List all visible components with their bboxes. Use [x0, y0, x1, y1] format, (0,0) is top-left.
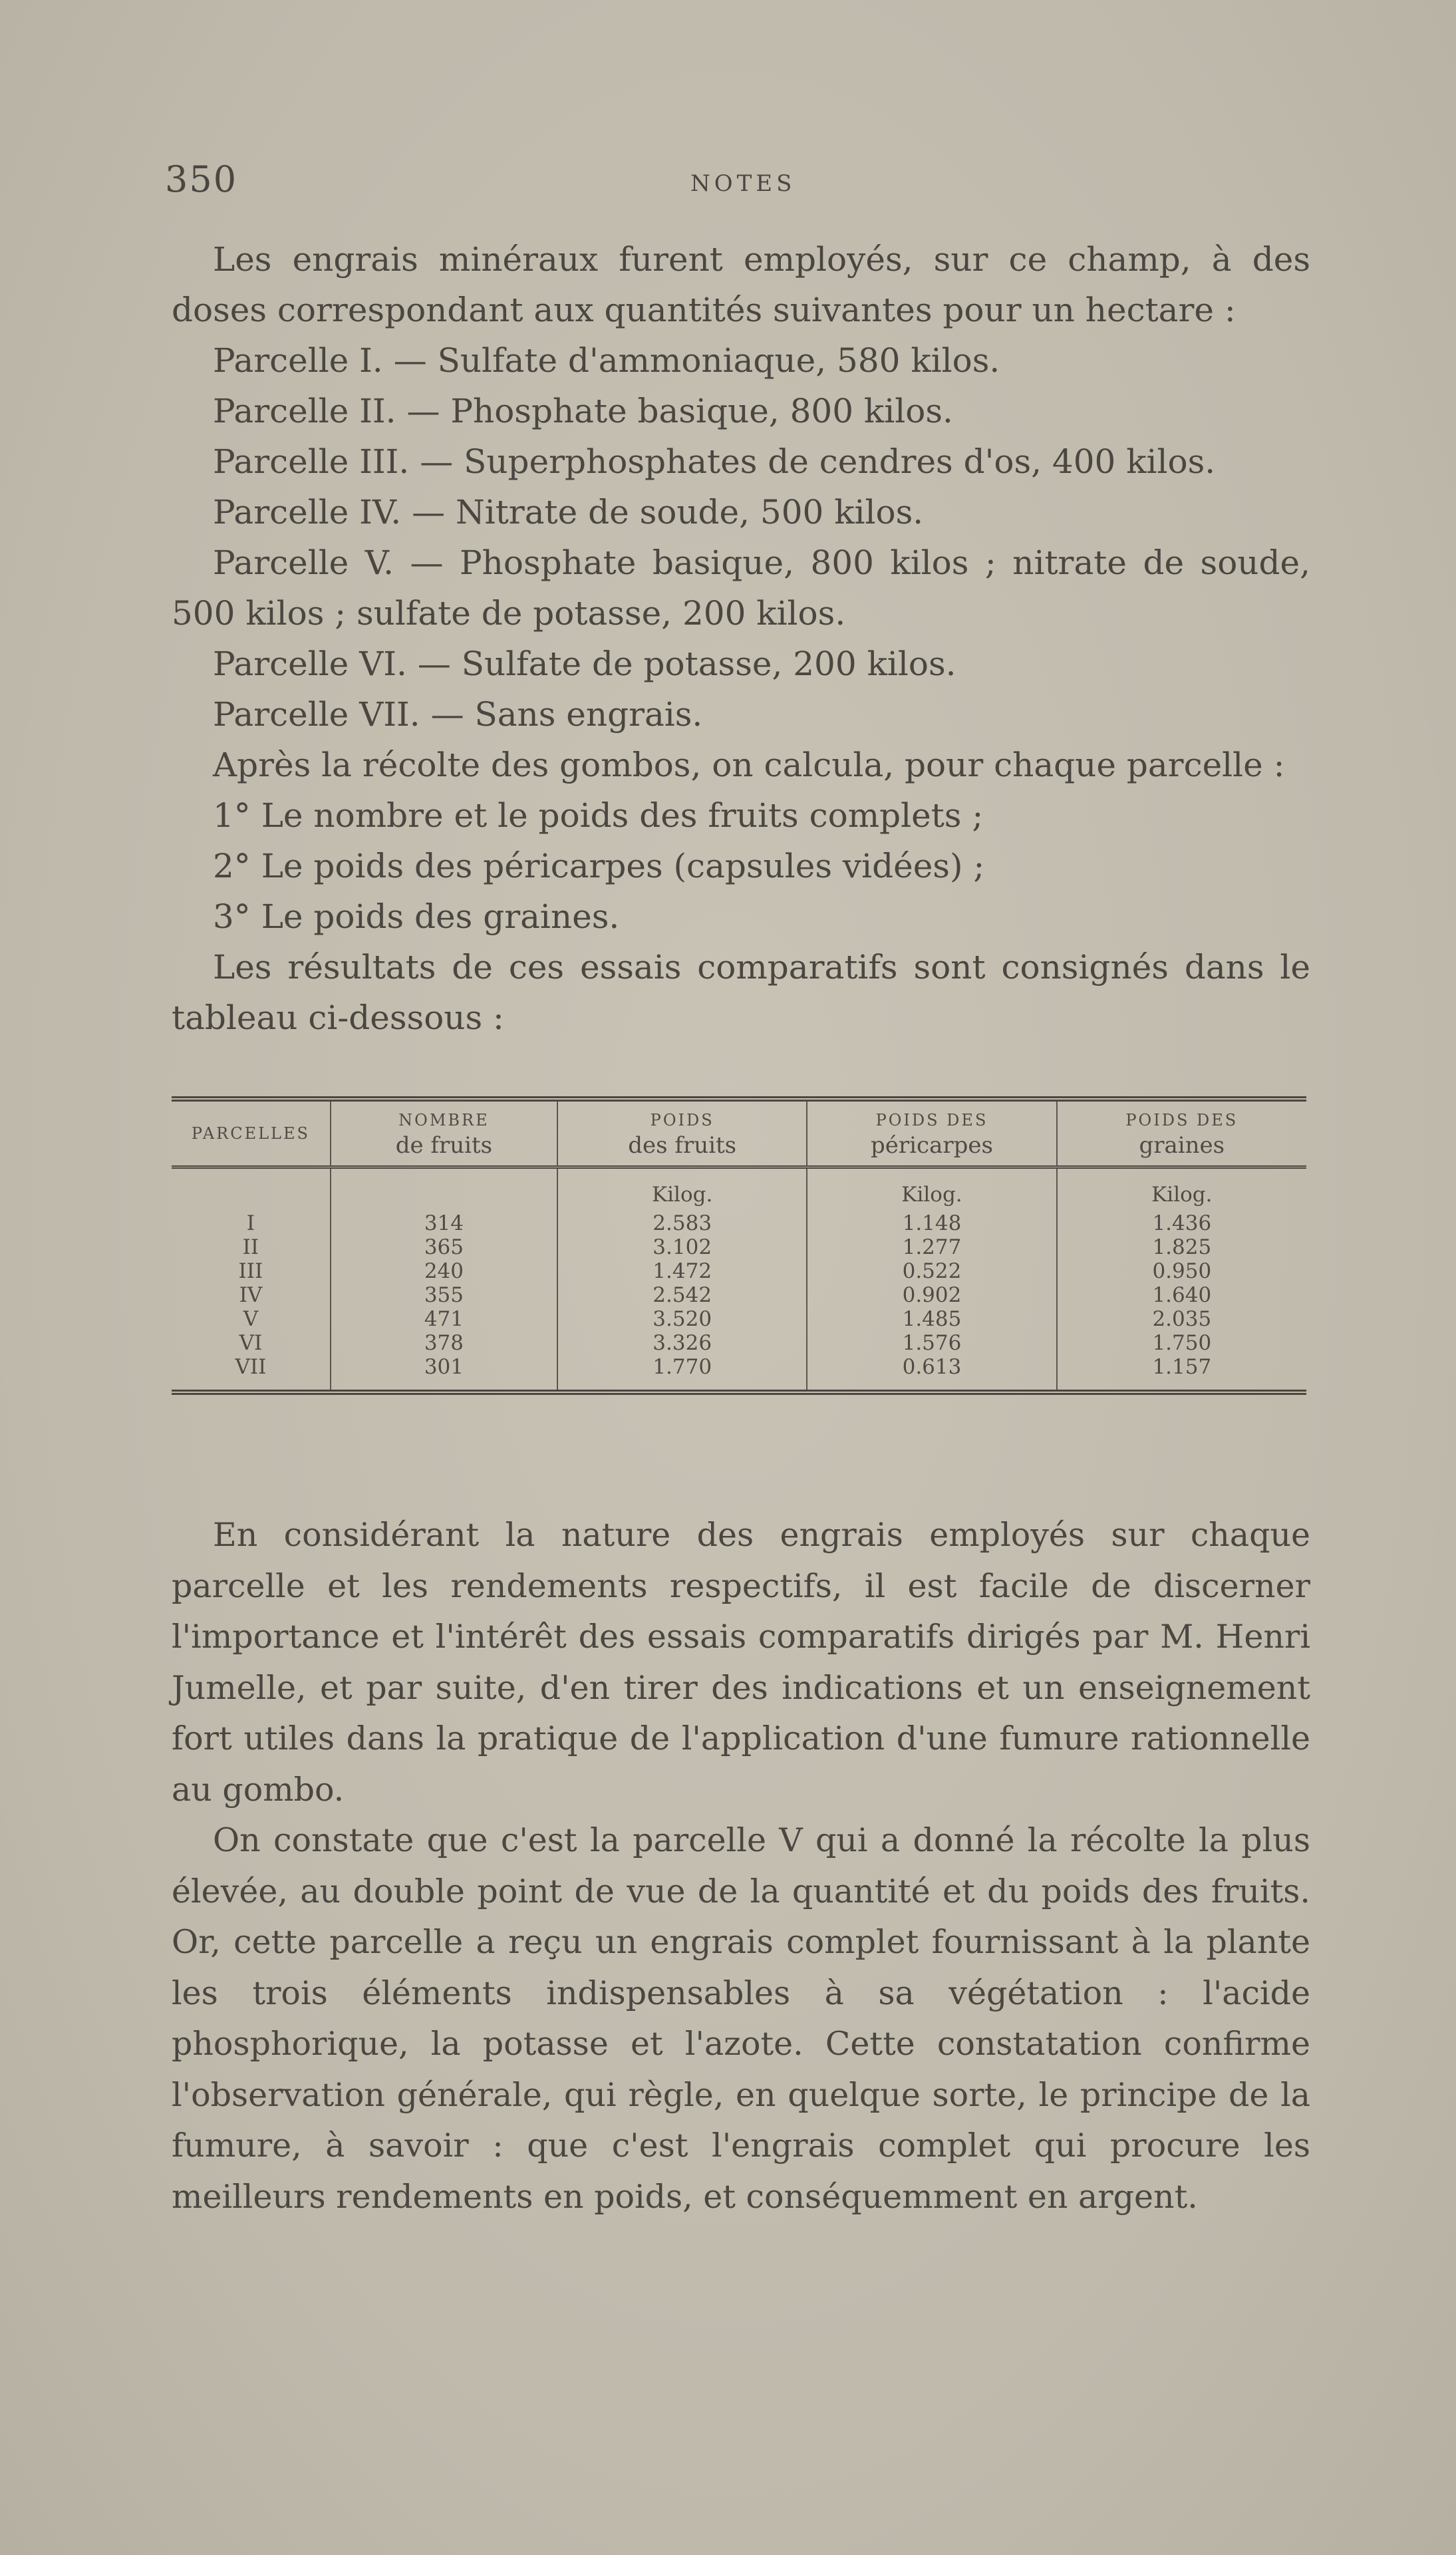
parcel-line: Parcelle III. — Superphosphates de cendres d'os, 400 kilos.	[213, 442, 1216, 481]
header-poids-fruits: POIDS des fruits	[557, 1099, 807, 1167]
table-row: II 365 3.102 1.277 1.825	[172, 1235, 1306, 1259]
page-header	[165, 158, 1316, 205]
parcel-line: Parcelle I. — Sulfate d'ammoniaque, 580 kilos.	[213, 341, 1000, 380]
measure-item: 3° Le poids des graines.	[213, 897, 620, 936]
header-parcelles: PARCELLES	[172, 1099, 331, 1167]
table-row: V 471 3.520 1.485 2.035	[172, 1307, 1306, 1331]
table-row: VI 378 3.326 1.576 1.750	[172, 1331, 1306, 1355]
unit-label: Kilog.	[557, 1167, 807, 1212]
table-header-row	[172, 1099, 1306, 1167]
results-table	[172, 1096, 1306, 1395]
page-number: 350	[165, 158, 238, 200]
fertilizer-section	[172, 234, 1310, 1043]
running-head: NOTES	[690, 170, 796, 197]
parcel-line: Parcelle VII. — Sans engrais.	[213, 695, 703, 734]
table-row: I 314 2.583 1.148 1.436	[172, 1211, 1306, 1235]
conclusion-section	[172, 1510, 1310, 2222]
unit-label: Kilog.	[1151, 1183, 1213, 1207]
conclusion-paragraph: En considérant la nature des engrais employés sur chaque parcelle et les rendements respectifs, il est facile de discerner l'importance et l'intérêt des essais comparatifs dirigés par M. Henri Jumelle, et par suite, d'en tirer des indications et un enseignement fort utiles dans la pratique de l'application d'une fumure rationnelle au gombo.	[172, 1516, 1310, 1809]
parcel-line: Parcelle II. — Phosphate basique, 800 kilos.	[213, 392, 953, 430]
parcel-line: Parcelle VI. — Sulfate de potasse, 200 kilos.	[213, 645, 956, 683]
harvest-paragraph: Après la récolte des gombos, on calcula, pour chaque parcelle :	[213, 746, 1285, 784]
table-row: VII 301 1.770 0.613 1.157	[172, 1355, 1306, 1392]
header-poids-graines: POIDS DES graines	[1057, 1099, 1306, 1167]
conclusion-paragraph: On constate que c'est la parcelle V qui a donné la récolte la plus élevée, au double point de vue de la quantité et du poids des fruits. Or, cette parcelle a reçu un engrais complet fournissant à la plante les trois éléments indispensables à sa végétation : l'acide phosphorique, la potasse et l'azote. Cette constatation confirme l'observation générale, qui règle, en quelque sorte, le principe de la fumure, à savoir : que c'est l'engrais complet qui procure les meilleurs rendements en poids, et conséquemment en argent.	[172, 1821, 1310, 2216]
measure-item: 1° Le nombre et le poids des fruits complets ;	[213, 796, 984, 835]
measure-item: 2° Le poids des péricarpes (capsules vidées) ;	[213, 847, 985, 885]
unit-label: Kilog.	[807, 1167, 1056, 1212]
table-row: III 240 1.472 0.522 0.950	[172, 1259, 1306, 1283]
results-intro: Les résultats de ces essais comparatifs sont consignés dans le tableau ci-dessous :	[172, 948, 1310, 1037]
parcel-line: Parcelle V. — Phosphate basique, 800 kilos ; nitrate de soude, 500 kilos ; sulfate de potasse, 200 kilos.	[172, 543, 1310, 633]
table-row: IV 355 2.542 0.902 1.640	[172, 1283, 1306, 1307]
header-poids-pericarpes: POIDS DES péricarpes	[807, 1099, 1056, 1167]
units-row	[172, 1167, 1306, 1212]
intro-paragraph: Les engrais minéraux furent employés, sur ce champ, à des doses correspondant aux quantités suivantes pour un hectare :	[172, 240, 1310, 329]
header-nombre: NOMBRE de fruits	[331, 1099, 557, 1167]
parcel-line: Parcelle IV. — Nitrate de soude, 500 kilos.	[213, 493, 924, 531]
